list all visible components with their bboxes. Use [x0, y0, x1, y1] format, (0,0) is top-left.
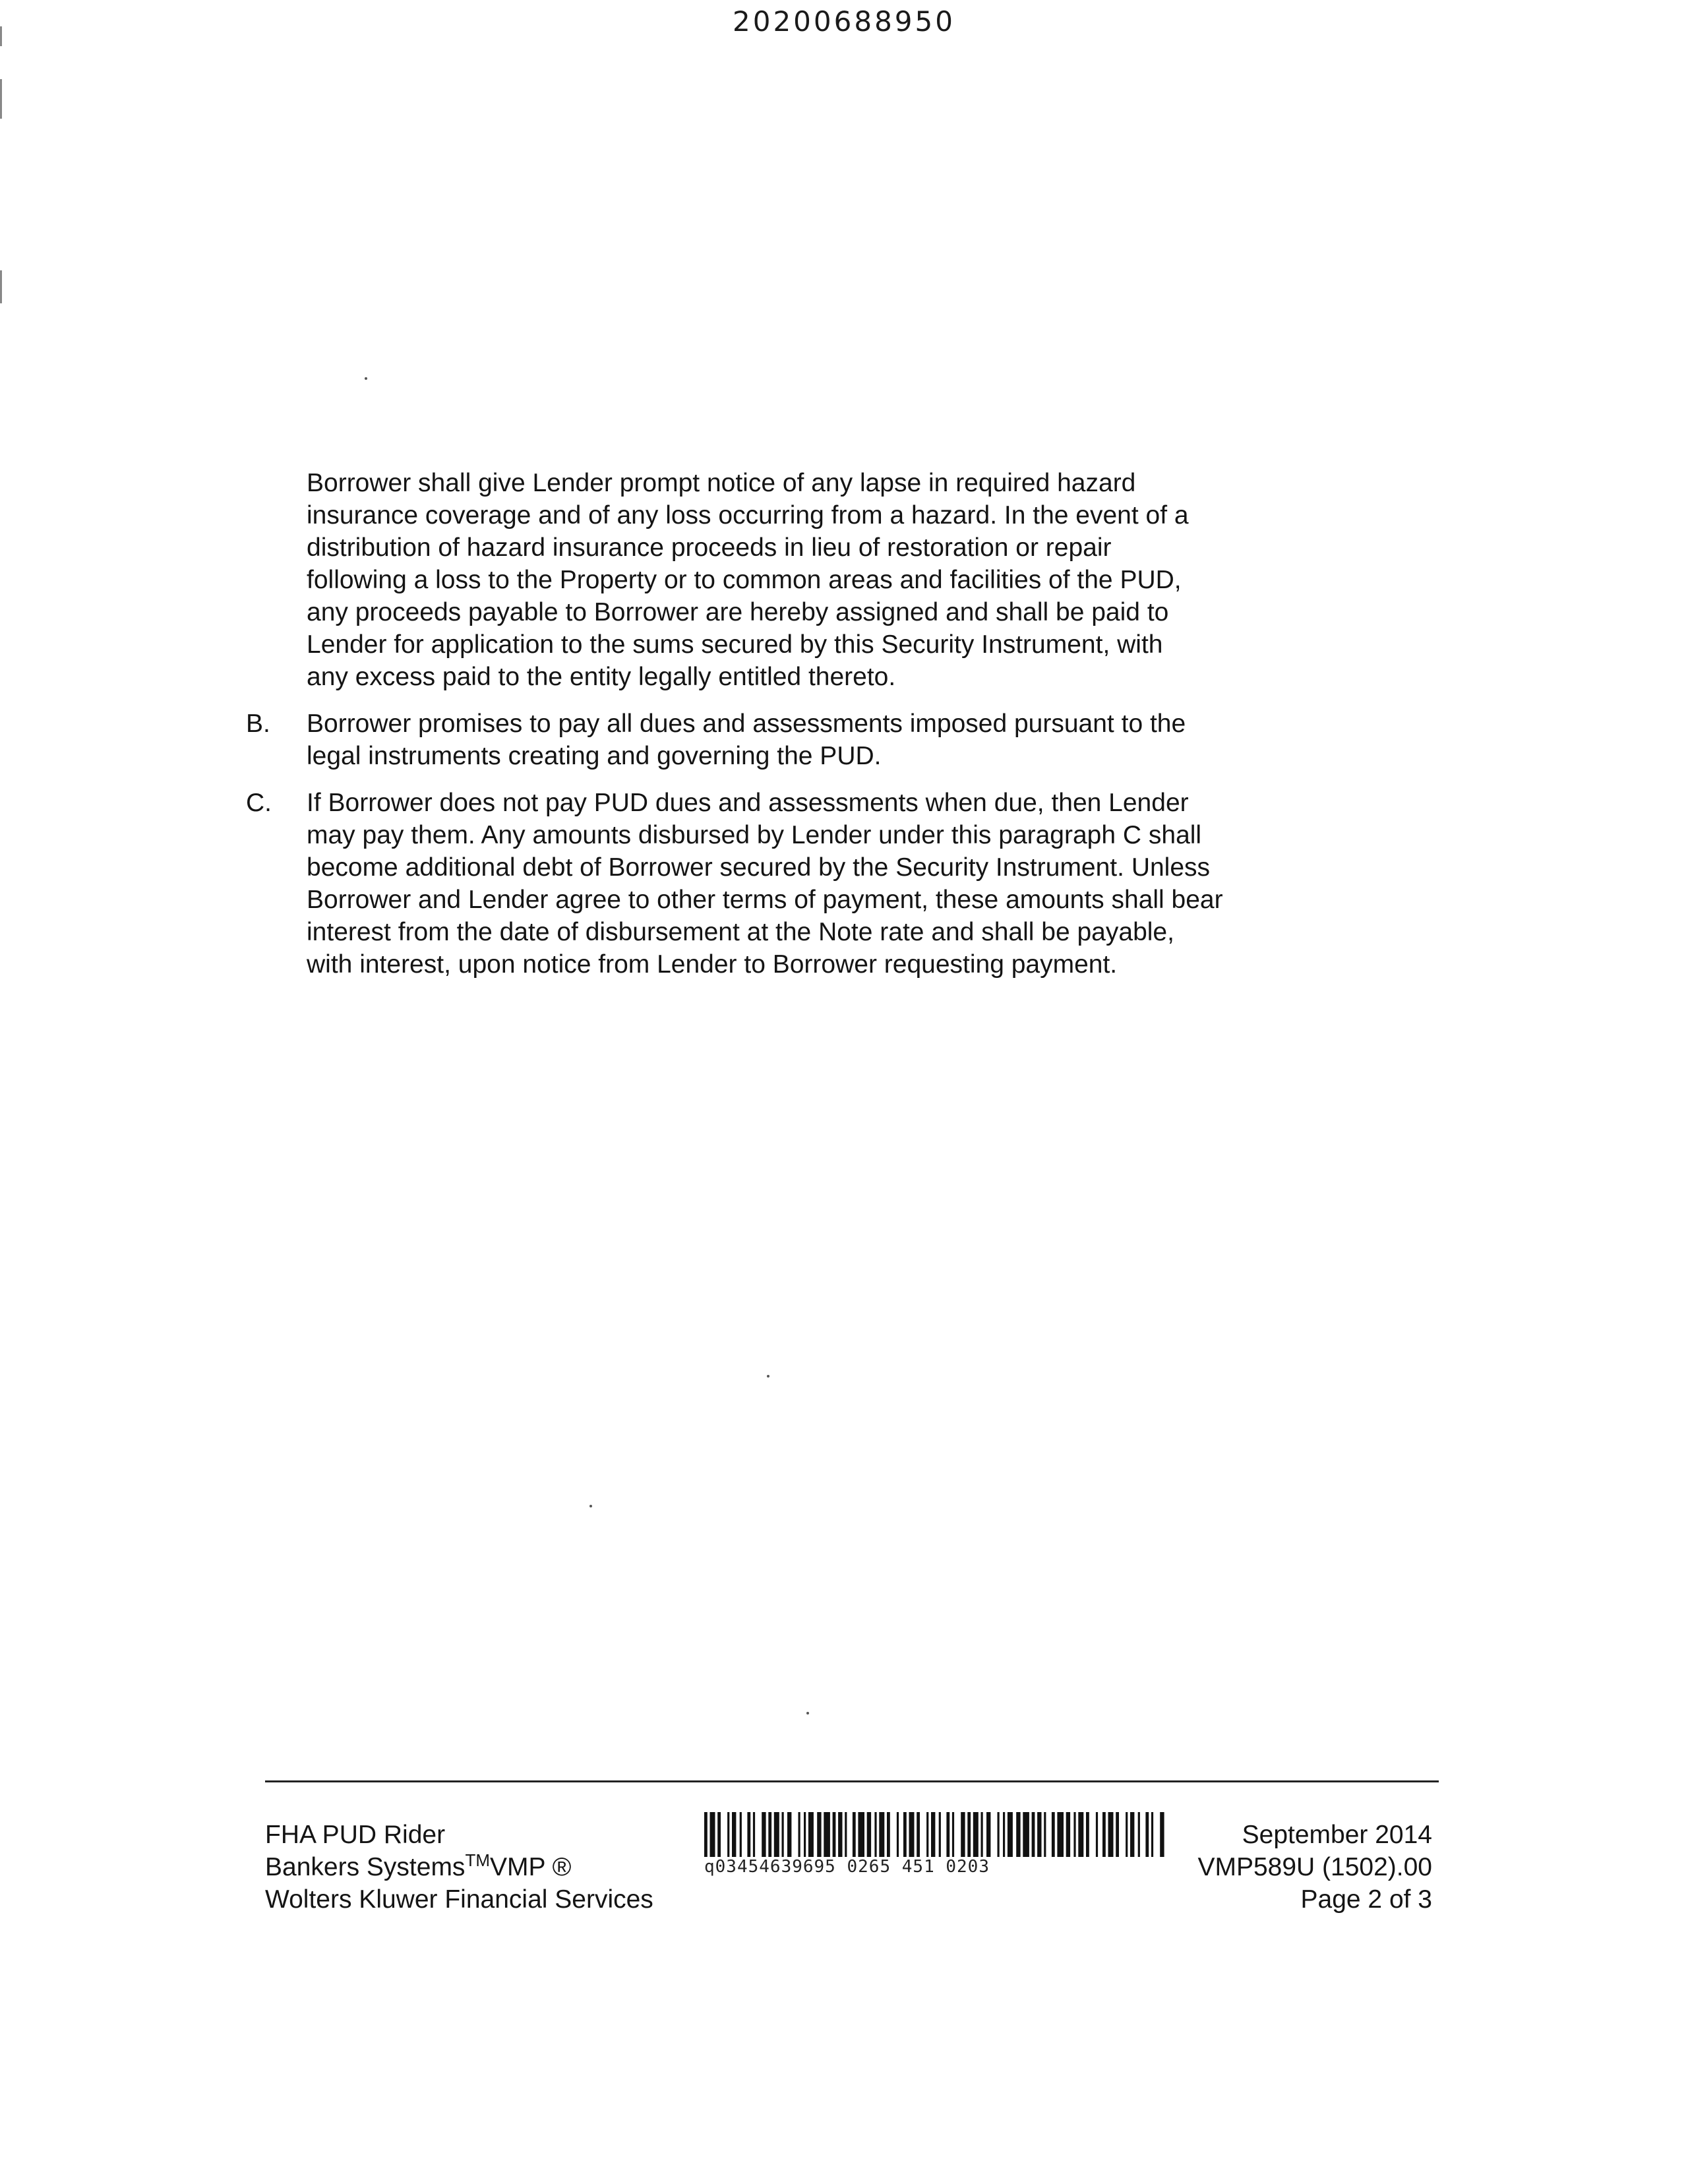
barcode-bar: [853, 1812, 856, 1857]
barcode-bar: [926, 1812, 928, 1857]
footer-publisher-block: [265, 1819, 653, 1916]
barcode-bar: [768, 1812, 771, 1857]
barcode-bar: [973, 1812, 979, 1857]
barcode-bar: [710, 1812, 715, 1857]
barcode-bar: [774, 1812, 779, 1857]
barcode-bar: [1096, 1812, 1098, 1857]
paragraph-line: insurance coverage and of any loss occurring from a hazard. In the event of a: [307, 501, 1189, 530]
barcode-bar: [858, 1812, 864, 1857]
barcode-bar: [909, 1812, 915, 1857]
barcode-icon: [704, 1812, 1166, 1857]
barcode-bar: [874, 1812, 876, 1857]
barcode-bar: [1003, 1812, 1005, 1857]
form-code: VMP589U (1502).00: [1197, 1853, 1432, 1881]
rider-body: [246, 467, 1381, 995]
barcode-bar: [1023, 1812, 1029, 1857]
paragraph-marker: C.: [246, 789, 272, 817]
paragraph: [246, 708, 1381, 772]
barcode-bar: [1073, 1812, 1075, 1857]
paragraph-line: any excess paid to the entity legally entitled thereto.: [307, 663, 896, 691]
barcode-bar: [1116, 1812, 1119, 1857]
barcode-bar: [1160, 1812, 1164, 1857]
barcode-bar: [931, 1812, 935, 1857]
paragraph-line: Borrower and Lender agree to other terms of payment, these amounts shall bear: [307, 886, 1223, 914]
barcode-bar: [1126, 1812, 1128, 1857]
scan-edge-mark: [0, 79, 2, 119]
barcode-bar: [747, 1812, 750, 1857]
scan-speck: [365, 377, 367, 380]
paragraph-line: distribution of hazard insurance proceeds in lieu of restoration or repair: [307, 533, 1112, 562]
barcode-bar: [817, 1812, 821, 1857]
barcode-bar: [917, 1812, 920, 1857]
scan-edge-mark: [0, 26, 2, 46]
barcode-bar: [1066, 1812, 1070, 1857]
paragraph-line: interest from the date of disbursement at the Note rate and shall be payable,: [307, 918, 1174, 946]
barcode-bar: [1016, 1812, 1020, 1857]
barcode-bar: [804, 1812, 806, 1857]
barcode-bar: [838, 1812, 842, 1857]
barcode-bar: [740, 1812, 742, 1857]
barcode-bar: [1130, 1812, 1134, 1857]
barcode-bar: [787, 1812, 791, 1857]
barcode-bar: [998, 1812, 1000, 1857]
barcode-bar: [833, 1812, 836, 1857]
publisher-suffix: VMP ®: [489, 1853, 572, 1881]
barcode-bar: [808, 1812, 814, 1857]
publisher-line: [265, 1851, 653, 1883]
barcode-bar: [903, 1812, 907, 1857]
paragraph: [307, 467, 1381, 693]
scan-speck: [806, 1712, 809, 1714]
barcode-bar: [879, 1812, 884, 1857]
paragraph-line: any proceeds payable to Borrower are hereby assigned and shall be paid to: [307, 598, 1169, 626]
barcode-bar: [1138, 1812, 1140, 1857]
barcode-bar: [1078, 1812, 1083, 1857]
paragraph-line: Lender for application to the sums secured by this Security Instrument, with: [307, 630, 1163, 659]
barcode-bar: [961, 1812, 965, 1857]
barcode-bar: [897, 1812, 899, 1857]
barcode-bar: [1057, 1812, 1064, 1857]
barcode-bar: [1052, 1812, 1055, 1857]
company-name: Wolters Kluwer Financial Services: [265, 1885, 653, 1914]
form-name: FHA PUD Rider: [265, 1821, 446, 1849]
barcode-bar: [986, 1812, 990, 1857]
barcode-bar: [887, 1812, 890, 1857]
barcode-bar: [1037, 1812, 1041, 1857]
barcode-bar: [762, 1812, 766, 1857]
barcode-block: [704, 1812, 1166, 1877]
barcode-bar: [732, 1812, 736, 1857]
barcode-bar: [981, 1812, 983, 1857]
form-date: September 2014: [1242, 1821, 1432, 1849]
paragraph-line: with interest, upon notice from Lender to Borrower requesting payment.: [307, 950, 1118, 979]
barcode-bar: [1044, 1812, 1046, 1857]
paragraph-line: may pay them. Any amounts disbursed by Lender under this paragraph C shall: [307, 821, 1202, 849]
barcode-bar: [845, 1812, 847, 1857]
scan-speck: [589, 1505, 592, 1507]
barcode-bar: [1032, 1812, 1035, 1857]
paragraph-line: legal instruments creating and governing the PUD.: [307, 742, 882, 770]
paragraph-line: Borrower shall give Lender prompt notice of any lapse in required hazard: [307, 469, 1136, 497]
barcode-bar: [753, 1812, 755, 1857]
barcode-bar: [939, 1812, 941, 1857]
barcode-bar: [952, 1812, 954, 1857]
barcode-bar: [717, 1812, 721, 1857]
document-number: 20200688950: [733, 5, 955, 38]
paragraph-line: become additional debt of Borrower secured by the Security Instrument. Unless: [307, 853, 1211, 882]
paragraph: [246, 787, 1381, 981]
barcode-bar: [1086, 1812, 1089, 1857]
paragraph-line: following a loss to the Property or to common areas and facilities of the PUD,: [307, 566, 1182, 594]
barcode-bar: [824, 1812, 830, 1857]
barcode-bar: [1145, 1812, 1149, 1857]
barcode-bar: [867, 1812, 871, 1857]
barcode-bar: [1102, 1812, 1106, 1857]
publisher-prefix: Bankers Systems: [265, 1853, 466, 1881]
trademark-symbol: TM: [465, 1850, 490, 1870]
scan-edge-mark: [0, 270, 2, 303]
paragraph-marker: B.: [246, 710, 270, 738]
barcode-bar: [727, 1812, 729, 1857]
barcode-bar: [704, 1812, 708, 1857]
paragraph-line: Borrower promises to pay all dues and assessments imposed pursuant to the: [307, 710, 1186, 738]
barcode-bar: [799, 1812, 800, 1857]
footer-divider: [265, 1780, 1439, 1782]
barcode-bar: [782, 1812, 784, 1857]
page-number: Page 2 of 3: [1300, 1885, 1432, 1914]
barcode-number: q03454639695 0265 451 0203: [704, 1857, 990, 1877]
barcode-bar: [946, 1812, 950, 1857]
barcode-bar: [1151, 1812, 1153, 1857]
barcode-bar: [1108, 1812, 1114, 1857]
footer-form-info: [1197, 1819, 1432, 1916]
barcode-bar: [1008, 1812, 1013, 1857]
scan-speck: [767, 1375, 769, 1378]
paragraph-line: If Borrower does not pay PUD dues and assessments when due, then Lender: [307, 789, 1189, 817]
barcode-bar: [967, 1812, 971, 1857]
